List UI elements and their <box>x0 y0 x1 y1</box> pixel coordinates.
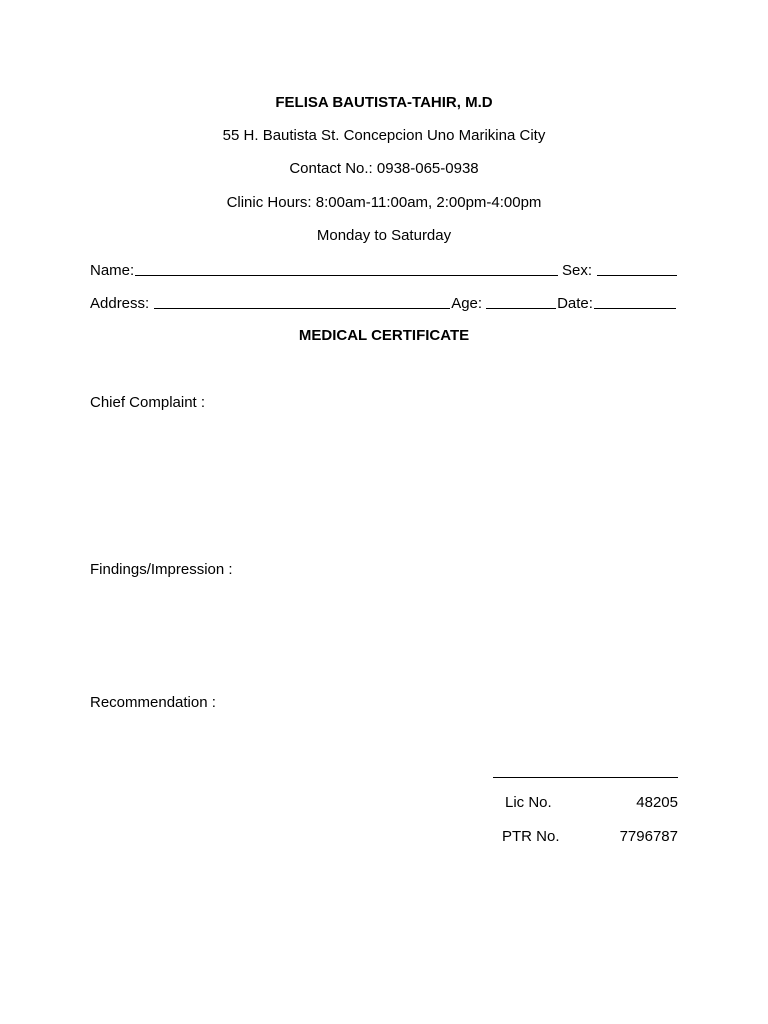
sex-blank-line[interactable] <box>597 261 677 276</box>
name-sex-row <box>90 260 678 278</box>
address-label: Address: <box>90 295 150 312</box>
clinic-days: Monday to Saturday <box>316 227 452 244</box>
recommendation-label: Recommendation : <box>90 694 216 711</box>
doctor-name: FELISA BAUTISTA-TAHIR, M.D <box>275 94 493 111</box>
contact-number: Contact No.: 0938-065-0938 <box>289 160 479 177</box>
date-label: Date: <box>557 295 593 312</box>
sex-label: Sex: <box>562 262 593 279</box>
date-blank-line[interactable] <box>594 294 676 309</box>
signature-line[interactable] <box>493 777 678 778</box>
chief-complaint-label: Chief Complaint : <box>90 394 206 411</box>
document-title: MEDICAL CERTIFICATE <box>298 327 470 344</box>
ptr-no-label: PTR No. <box>502 828 560 845</box>
address-blank-line[interactable] <box>154 294 450 309</box>
age-blank-line[interactable] <box>486 294 556 309</box>
license-row <box>493 794 678 812</box>
lic-no-value: 48205 <box>636 794 678 811</box>
clinic-address: 55 H. Bautista St. Concepcion Uno Marikina City <box>222 127 546 144</box>
lic-no-label: Lic No. <box>505 794 552 811</box>
clinic-hours: Clinic Hours: 8:00am-11:00am, 2:00pm-4:00pm <box>226 194 542 211</box>
ptr-row <box>493 828 678 846</box>
name-blank-line[interactable] <box>135 261 558 276</box>
name-label: Name: <box>90 262 135 279</box>
address-age-date-row <box>90 293 678 311</box>
findings-impression-label: Findings/Impression : <box>90 561 233 578</box>
ptr-no-value: 7796787 <box>619 828 678 845</box>
age-label: Age: <box>451 295 483 312</box>
